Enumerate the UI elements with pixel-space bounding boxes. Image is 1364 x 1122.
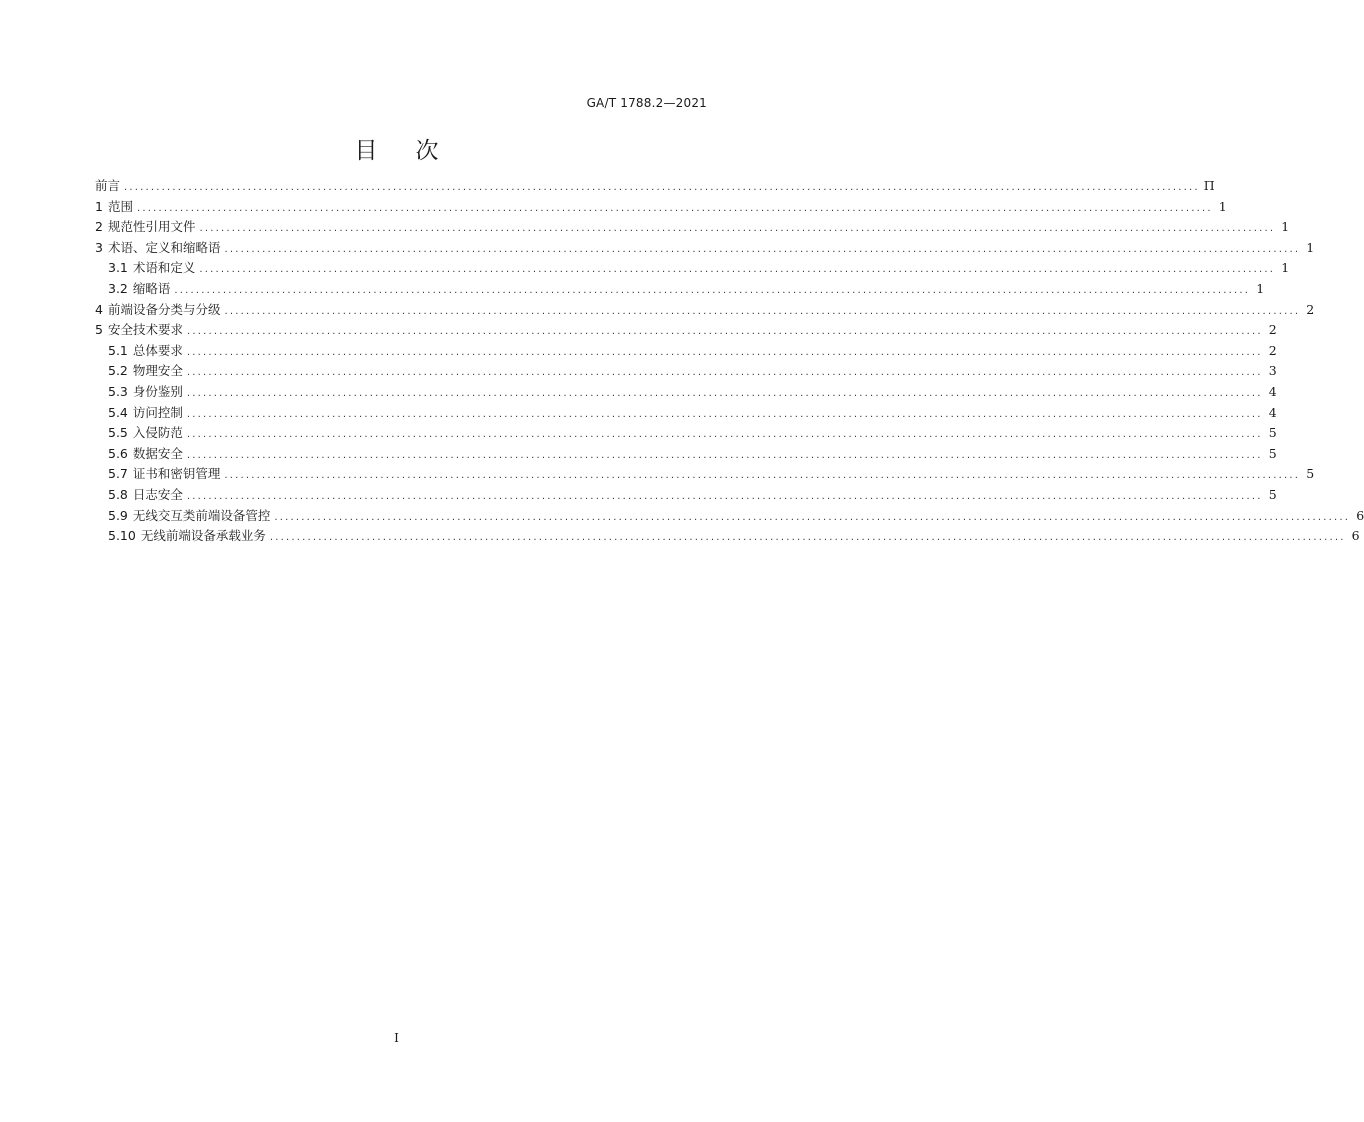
toc-entry-number: 5.9 [108, 507, 128, 523]
toc-entry[interactable] [95, 382, 1277, 403]
toc-entry[interactable] [95, 526, 1360, 547]
toc-entry-page: 2 [1268, 342, 1277, 358]
table-of-contents [95, 176, 1364, 547]
toc-entry[interactable] [95, 506, 1364, 527]
toc-entry-number: 3.1 [108, 260, 128, 276]
toc-entry-page: 2 [1306, 301, 1315, 317]
toc-entry-number: 5.8 [108, 486, 128, 502]
toc-leader-dots: ........................................................................................................................................................................................................ [224, 470, 1301, 482]
toc-leader-dots: ........................................................................................................................................................................................................ [186, 429, 1263, 441]
toc-entry-page: 1 [1281, 260, 1290, 276]
toc-leader-dots: ........................................................................................................................................................................................................ [186, 326, 1263, 338]
toc-entry-page: 4 [1268, 404, 1277, 420]
toc-entry[interactable] [95, 238, 1315, 259]
toc-entry-page: Π [1203, 178, 1215, 193]
toc-leader-dots: ........................................................................................................................................................................................................ [199, 223, 1276, 235]
toc-entry[interactable] [95, 279, 1265, 300]
toc-entry-number: 4 [95, 301, 103, 317]
toc-entry[interactable] [95, 217, 1290, 238]
toc-entry-title: 证书和密钥管理 [132, 466, 221, 482]
toc-leader-dots: ........................................................................................................................................................................................................ [174, 284, 1251, 296]
toc-entry[interactable] [95, 300, 1315, 321]
toc-entry-number: 5.10 [108, 528, 136, 544]
toc-entry-number: 3 [95, 239, 103, 255]
toc-entry-number: 5 [95, 322, 103, 338]
toc-entry-number: 5.4 [108, 404, 128, 420]
toc-entry-title: 入侵防范 [132, 425, 183, 441]
toc-entry-page: 5 [1268, 445, 1277, 461]
toc-entry-title: 规范性引用文件 [107, 219, 196, 235]
toc-entry-page: 3 [1268, 363, 1277, 379]
toc-entry-number: 5.3 [108, 383, 128, 399]
toc-entry-page: 5 [1306, 466, 1315, 482]
toc-entry[interactable] [95, 361, 1277, 382]
toc-entry[interactable] [95, 341, 1277, 362]
toc-leader-dots: ........................................................................................................................................................................................................ [224, 243, 1301, 255]
toc-entry-title: 范围 [107, 198, 133, 214]
toc-entry-title: 缩略语 [132, 280, 171, 296]
toc-entry-title: 前言 [95, 178, 121, 193]
toc-entry-number: 5.5 [108, 425, 128, 441]
toc-leader-dots: ........................................................................................................................................................................................................ [124, 182, 1200, 193]
toc-entry-page: 6 [1356, 507, 1364, 523]
toc-leader-dots: ........................................................................................................................................................................................................ [186, 449, 1263, 461]
toc-leader-dots: ........................................................................................................................................................................................................ [186, 490, 1263, 502]
toc-entry-page: 2 [1268, 322, 1277, 338]
toc-entry-title: 无线交互类前端设备管控 [132, 507, 271, 523]
toc-entry-page: 6 [1351, 528, 1360, 544]
toc-entry-title: 数据安全 [132, 445, 183, 461]
page-title: 目次 [354, 138, 477, 164]
toc-leader-dots: ........................................................................................................................................................................................................ [274, 511, 1351, 523]
toc-entry-number: 5.7 [108, 466, 128, 482]
toc-entry[interactable] [95, 444, 1277, 465]
toc-leader-dots: ........................................................................................................................................................................................................ [199, 264, 1276, 276]
toc-leader-dots: ........................................................................................................................................................................................................ [186, 346, 1263, 358]
toc-entry-title: 术语、定义和缩略语 [107, 239, 221, 255]
document-code: GA/T 1788.2—2021 [586, 96, 707, 110]
toc-entry-title: 无线前端设备承载业务 [140, 528, 266, 544]
toc-entry-page: 1 [1281, 219, 1290, 235]
toc-leader-dots: ........................................................................................................................................................................................................ [186, 408, 1263, 420]
toc-entry[interactable] [95, 403, 1277, 424]
toc-entry-page: 5 [1268, 425, 1277, 441]
toc-entry-page: 1 [1218, 198, 1227, 214]
toc-entry-page: 1 [1256, 280, 1265, 296]
toc-entry-title: 日志安全 [132, 486, 183, 502]
toc-entry-page: 1 [1306, 239, 1315, 255]
toc-entry[interactable] [95, 258, 1290, 279]
page-number: I [394, 1031, 399, 1045]
toc-entry-title: 总体要求 [132, 342, 183, 358]
toc-entry-number: 1 [95, 198, 103, 214]
toc-entry-title: 物理安全 [132, 363, 183, 379]
toc-entry-number: 2 [95, 219, 103, 235]
toc-entry-page: 5 [1268, 486, 1277, 502]
toc-leader-dots: ........................................................................................................................................................................................................ [269, 532, 1346, 544]
toc-leader-dots: ........................................................................................................................................................................................................ [224, 305, 1301, 317]
toc-entry-number: 5.2 [108, 363, 128, 379]
toc-entry-title: 术语和定义 [132, 260, 196, 276]
toc-entry-title: 访问控制 [132, 404, 183, 420]
toc-leader-dots: ........................................................................................................................................................................................................ [136, 202, 1213, 214]
toc-entry-title: 前端设备分类与分级 [107, 301, 221, 317]
toc-entry[interactable] [95, 197, 1227, 218]
toc-entry-number: 5.6 [108, 445, 128, 461]
toc-entry-title: 身份鉴别 [132, 383, 183, 399]
toc-entry-page: 4 [1268, 383, 1277, 399]
toc-entry[interactable] [95, 320, 1277, 341]
toc-leader-dots: ........................................................................................................................................................................................................ [186, 387, 1263, 399]
toc-entry[interactable] [95, 485, 1277, 506]
toc-entry[interactable] [95, 176, 1215, 197]
toc-entry-number: 3.2 [108, 280, 128, 296]
toc-leader-dots: ........................................................................................................................................................................................................ [186, 367, 1263, 379]
toc-entry-title: 安全技术要求 [107, 322, 183, 338]
toc-entry-number: 5.1 [108, 342, 128, 358]
toc-entry[interactable] [95, 423, 1277, 444]
toc-entry[interactable] [95, 464, 1315, 485]
